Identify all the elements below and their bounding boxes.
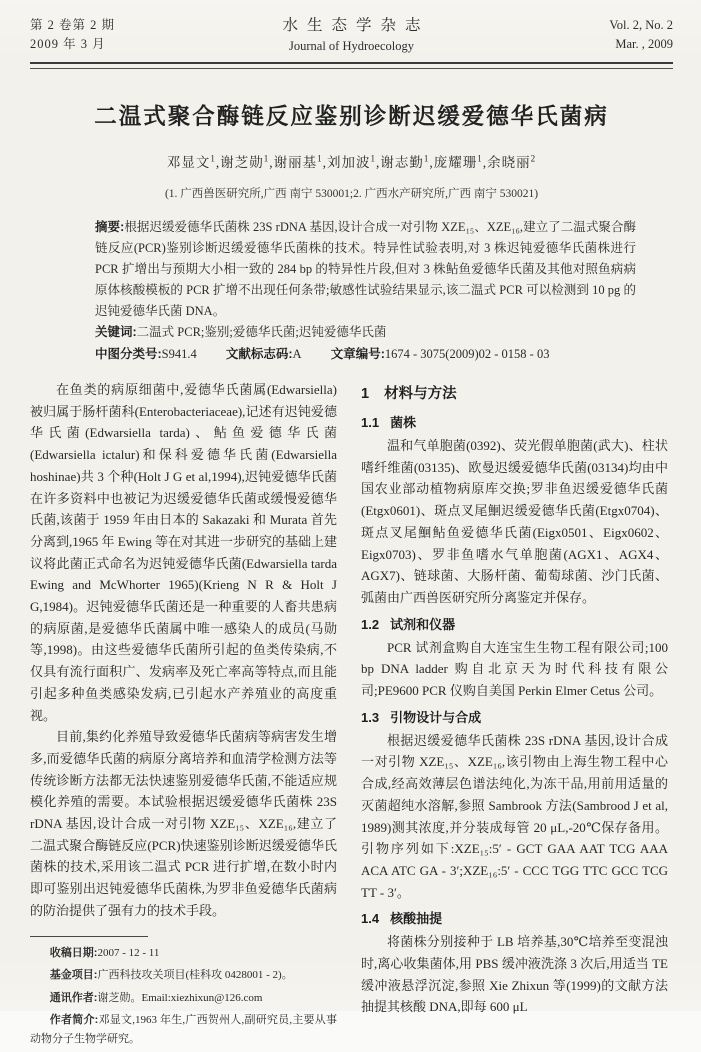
section-1-4-text: 将菌株分别接种于 LB 培养基,30℃培养至变混浊时,离心收集菌体,用 PBS 缓冲液洗涤 3 次后,用适当 TE 缓冲液悬浮沉淀,参照 Xie Zhixun 等(1999)的文献方法抽提其核酸 DNA,即每 600 μL [361,934,668,1015]
classification-line [95,344,636,365]
journal-title-cn: 水生态学杂志 [282,17,430,34]
article-id: 文章编号:1674 - 3075(2009)02 - 0158 - 03 [330,347,550,361]
author: 谢丽基$^1$, [273,153,327,170]
volume-issue-cn: 第 2 卷第 2 期 [30,18,116,32]
author-affil-sup: 2 [530,153,537,164]
article-body [30,379,673,1052]
footnote-fund-project: 基金项目:广西科技攻关项目(桂科攻 0428001 - 2)。 [49,969,293,982]
author-affil-sup: 1 [317,153,323,164]
left-column [30,379,337,1052]
volume-issue-en: Vol. 2, No. 2 [609,18,673,32]
intro-paragraph-2: 目前,集约化养殖导致爱德华氏菌病等病害发生增多,而爱德华氏菌的病原分离培养和血清学检测方法等传统诊断方法都无法快速鉴别爱德华氏菌,不能适应规模化养殖的需要。本试验根据迟缓爱德华氏菌株 23S rDNA 基因,设计合成一对引物 XZE₁₅、XZE₁₆,建立了二温式聚合酶链反应(PCR)快速鉴别诊断迟缓爱德华氏菌株的技术,采用该二温式 PCR 进行扩增,在数小时内即可鉴别出迟钝爱德华氏菌株,为罗非鱼爱德华氏菌病的防治提供了强有力的技术手段。 [30,729,337,918]
section-heading-1-2: 1.2 试剂和仪器 [361,616,456,632]
abstract-label: 摘要: [95,220,125,234]
header-volume-issue-en [523,16,673,54]
date-cn: 2009 年 3 月 [30,37,106,51]
abstract-text: 根据迟缓爱德华氏菌株 23S rDNA 基因,设计合成一对引物 XZE₁₅、XZE₁₆,建立了二温式聚合酶链反应(PCR)鉴别诊断迟缓爱德华氏菌株的技术。特异性试验表明,对 3 株迟钝爱德华氏菌株进行 PCR 扩增出与预期大小相一致的 284 bp 的特异性片段,但对 3 株鲇鱼爱德华氏菌及其他对照鱼病病原体核酸模板的 PCR 扩增不出现任何条带;敏感性试验结果显示,该二温式 PCR 可以检测到 10 pg 的迟钝爱德华氏菌 DNA。 [95,220,636,318]
author: 邓显文$^1$, [166,153,221,170]
footnote-corresponding-author: 通讯作者:谢芝勋。Email:xiezhixun@126.com [49,991,263,1004]
header-divider [30,62,673,69]
author-affil-sup: 1 [263,153,270,164]
intro-paragraph-1: 在鱼类的病原细菌中,爱德华氏菌属(Edwarsiella)被归属于肠杆菌科(Enterobacteriaceae),记述有迟钝爱德华氏菌(Edwarsiella tarda)、鲇鱼爱德华氏菌(Edwarsiella ictalur)和保科爱德华氏菌(Edwarsiella hoshinae)共 3 个种(Holt J G et al,1994),迟钝爱德华氏菌在许多资料中也被记为迟缓爱德华氏菌或缓慢爱德华氏菌,该菌于 1959 年由日本的 Sakazaki 和 Murata 首先分离到,1965 年 Ewing 等在对其进一步研究的基础上建议将此菌正式命名为迟钝爱德华氏菌(Edwarsiella tarda Ewing and McWhorter 1965)(Krieng N R & Holt J G,1984)。迟钝爱德华氏菌还是一种重要的人畜共患病的病原菌,是爱德华氏菌属中唯一感染人的成员(马勋等,1998)。由这些爱德华氏菌所引起的鱼类传染病,不仅具有流行面积广、发病率及死亡率高等特点,而且能引起多种鱼类感染发病,已引起水产养殖业的高度重视。 [30,382,337,723]
keywords-line [95,322,636,343]
footnote-divider [30,936,148,937]
author: 谢志勤$^1$, [380,153,434,170]
keywords-label: 关键词: [95,325,137,339]
footnote-author-bio: 作者简介:邓显文,1963 年生,广西贺州人,副研究员,主要从事动物分子生物学研究。 [30,1014,337,1045]
author-line [30,151,673,171]
date-en: Mar. , 2009 [615,37,673,51]
article-title: 二温式聚合酶链反应鉴别诊断迟缓爱德华氏菌病 [94,104,609,129]
section-heading-1: 1 材料与方法 [361,386,457,402]
abstract-block [95,217,636,365]
footnote-block [30,936,337,1049]
right-column [361,379,668,1052]
author-affil-sup: 1 [210,153,216,164]
author-affil-sup: 1 [370,153,376,164]
section-heading-1-3: 1.3 引物设计与合成 [361,709,482,725]
author: 余晓丽$^2$ [487,153,537,170]
clc-number: 中图分类号:S941.4 [95,347,197,361]
header-volume-issue-cn [30,16,180,54]
section-1-1-text: 温和气单胞菌(0392)、荧光假单胞菌(武大)、柱状嗜纤维菌(03135)、欧曼迟缓爱德华氏菌(03134)均由中国农业部动植物病原库交换;罗非鱼迟缓爱德华氏菌(Etgx0601)、斑点叉尾鮰迟缓爱德华氏菌(Etgx0704)、斑点叉尾鮰鲇鱼爱德华氏菌(Eigx0501、Eigx0602、Eigx0703)、罗非鱼嗜水气单胞菌(AGX1、AGX4、AGX7)、链球菌、大肠杆菌、葡萄球菌、沙门氏菌、弧菌由广西兽医研究所分离鉴定并保存。 [361,438,668,605]
author-affil-sup: 1 [477,153,483,164]
footnote-received-date: 收稿日期:2007 - 12 - 11 [49,946,160,959]
author: 庞耀珊$^1$, [433,153,488,170]
journal-title-en: Journal of Hydroecology [289,39,414,53]
document-code: 文献标志码:A [225,347,302,361]
section-heading-1-1: 1.1 菌株 [361,415,417,430]
keywords-text: 二温式 PCR;鉴别;爱德华氏菌;迟钝爱德华氏菌 [136,325,387,339]
section-heading-1-4: 1.4 核酸抽提 [361,911,443,927]
author: 谢芝勋$^1$, [220,153,274,170]
abstract-paragraph [95,217,636,322]
section-1-2-text: PCR 试剂盒购自大连宝生生物工程有限公司;100 bp DNA ladder 购自北京天为时代科技有限公司;PE9600 PCR 仪购自美国 Perkin Elmer Cetus 公司。 [361,639,668,699]
author: 刘加波$^1$, [327,153,381,170]
affiliation-line: (1. 广西兽医研究所,广西 南宁 530001;2. 广西水产研究所,广西 南宁 530021) [164,188,539,200]
section-1-3-text: 根据迟缓爱德华氏菌株 23S rDNA 基因,设计合成一对引物 XZE₁₅、XZE₁₆,该引物由上海生物工程中心合成,经高效薄层色谱法纯化,为冻干品,用前用适量的灭菌超纯水溶解,参照 Sambrook 方法(Sambrood J et al, 1989)测其浓度,并分装成每管 20 μL,-20℃保存备用。引物序列如下:XZE₁₅:5′ - GCT GAA AAT TCG AAA ACA ATC GA - 3′;XZE₁₆:5′ - CCC TGG TTC GCC TCG TT - 3′。 [361,732,668,900]
author-affil-sup: 1 [423,153,430,164]
header-journal-name [180,16,523,56]
journal-header [30,16,673,56]
